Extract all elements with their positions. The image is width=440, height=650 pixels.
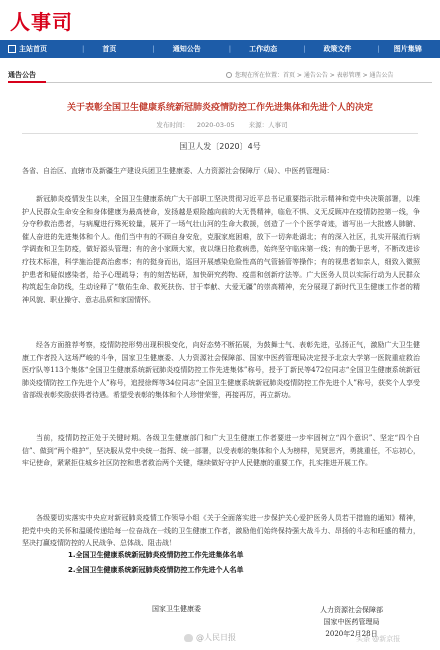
paragraph-2: 经各方面推荐考察，疫情防控形势出现积极变化，向好态势不断拓展，为鼓舞士气、表彰先进，弘扬正气，激励广大卫生健康工作者投入这场严峻的斗争，国家卫生健康委、人力资源社会保障部、国家中医药管理局决定授予北京大学第一医院重症救治医疗队等113个集体“全国卫生健康系统新冠肺炎疫情防控工作先进集体”称号，授予丁新民等472位同志“全国卫生健康系统新冠肺炎疫情防控工作先进个人”称号，追授徐辉等34位同志“全国卫生健康系统新冠肺炎疫情防控工作先进个人”称号，获奖个人享受省部级表彰奖励获得者待遇。希望受表彰的集体和个人珍惜荣誉，再接再厉，再立新功。 bbox=[22, 341, 420, 400]
section-accent bbox=[8, 81, 46, 83]
nav-item-main-site[interactable]: 主站首页 bbox=[8, 40, 82, 58]
section-divider bbox=[8, 82, 432, 83]
nav-item-work-news[interactable]: 工作动态 bbox=[249, 45, 278, 53]
attachment-2[interactable] bbox=[68, 565, 244, 575]
signer-tcm: 国家中医药管理局 bbox=[323, 618, 380, 626]
nav-item-home[interactable]: 首页 bbox=[102, 45, 117, 53]
meta-divider bbox=[22, 133, 418, 134]
date-label: 发布时间： bbox=[156, 121, 189, 129]
sign-date: 2020年2月28日 bbox=[325, 630, 378, 638]
section-title: 通告公告 bbox=[8, 71, 36, 79]
weibo-icon bbox=[184, 634, 193, 642]
attachment-1-link[interactable]: 1.全国卫生健康系统新冠肺炎疫情防控工作先进集体名单 bbox=[68, 551, 244, 559]
attachment-2-link[interactable]: 2.全国卫生健康系统新冠肺炎疫情防控工作先进个人名单 bbox=[68, 566, 244, 574]
nav-item-gallery[interactable]: 图片集锦 bbox=[393, 45, 422, 53]
main-nav bbox=[0, 40, 440, 58]
paragraph-4: 各级要切实落实中央应对新冠肺炎疫情工作领导小组《关于全面落实进一步保护关心爱护医务人员若干措施的通知》精神，把党中央的关怀和温暖传递给每一位奋战在一线的卫生健康工作者，激励他们始终保持强大战斗力、昂扬的斗志和旺盛的精力，坚决打赢疫情防控的人民战争、总体战、阻击战！ bbox=[22, 514, 420, 548]
location-icon bbox=[226, 72, 232, 78]
nav-separator: | bbox=[303, 45, 306, 53]
document-number: 国卫人发〔2020〕4号 bbox=[179, 142, 261, 151]
watermark-text: @人民日报 bbox=[196, 633, 236, 642]
paragraph-3: 当前，疫情防控正处于关键时期。各级卫生健康部门和广大卫生健康工作者要进一步牢固树立“四个意识”、坚定“四个自信”、做到“两个维护”，坚决服从党中央统一指挥、统一部署，以受表彰的集体和个人为榜样，见贤思齐，勇挑重任，不忘初心，牢记使命，紧紧拒住城乡社区防控和患者救治两个关键，继续做好守护人民健康的重要工作，扎实推进开展工作。 bbox=[22, 434, 420, 468]
document-title: 关于表彰全国卫生健康系统新冠肺炎疫情防控工作先进集体和先进个人的决定 bbox=[66, 103, 373, 113]
nav-separator: | bbox=[152, 45, 155, 53]
signer-mohrss: 人力资源社会保障部 bbox=[320, 606, 383, 614]
nav-separator: | bbox=[228, 45, 232, 53]
addressee: 各省、自治区、直辖市及新疆生产建设兵团卫生健康委、人力资源社会保障厅（局）、中医药管理局： bbox=[22, 167, 334, 175]
site-logo[interactable]: 人事司 bbox=[10, 10, 73, 34]
attachment-1[interactable] bbox=[68, 550, 244, 560]
nav-item-notices[interactable]: 通知公告 bbox=[172, 45, 201, 53]
publish-date: 2020-03-05 bbox=[196, 121, 235, 129]
nav-separator: | bbox=[377, 45, 380, 53]
top-bar bbox=[0, 0, 440, 40]
watermark-tail: 头条 @新京报 bbox=[356, 635, 401, 643]
breadcrumb bbox=[226, 70, 394, 79]
paragraph-1: 新冠肺炎疫情发生以来，全国卫生健康系统广大干部职工坚决贯彻习近平总书记重要指示批示精神和党中央决策部署，以维护人民群众生命安全和身体健康为最高使命，发扬越是艰险越向前的大无畏精神，临危不惧、义无反顾冲在疫情防控第一线，争分夺秒救治患者，与病魔进行殊死较量，展开了一场气壮山河的生命大救援，创造了一个个医学奇迹，谱写出一大批感人肺腑、催人奋进的先进集体和个人。他们当中有的不顾自身安危，克服家庭困难，放下一切奔赴湖北；有的深入社区，扎实开展流行病学调查和卫生防疫，做好源头管理；有的舍小家顾大家，夜以继日抢救病患，始终坚守临床第一线；有的勤于思考，不断改进诊疗技术标准，科学施治提高治愈率；有的挺身而出，巡回开展感染危险性高的气管插管等操作；有的视患者如亲人，细致入微照护患者和疑似感染者，给予心理疏导；有的刻苦钻研，加快研究药物、疫苗和创新疗法等。广大医务人员以实际行动为人民群众构筑起生命防线，生动诠释了“敬佑生命、救死扶伤、甘于奉献、大爱无疆”的崇高精神，充分展现了新时代卫生健康工作者的精神风貌、职业操守、意志品质和家国情怀。 bbox=[22, 195, 420, 304]
watermark bbox=[184, 632, 236, 643]
document-meta bbox=[0, 120, 440, 129]
document-source: 来源：人事司 bbox=[248, 121, 288, 129]
breadcrumb-text[interactable]: 您现在所在位置：首页 > 通告公告 > 表彰管理 > 通告公告 bbox=[235, 72, 394, 79]
nav-separator: | bbox=[82, 45, 85, 53]
nav-item-policy[interactable]: 政策文件 bbox=[323, 45, 352, 53]
signer-nhc: 国家卫生健康委 bbox=[152, 605, 201, 613]
